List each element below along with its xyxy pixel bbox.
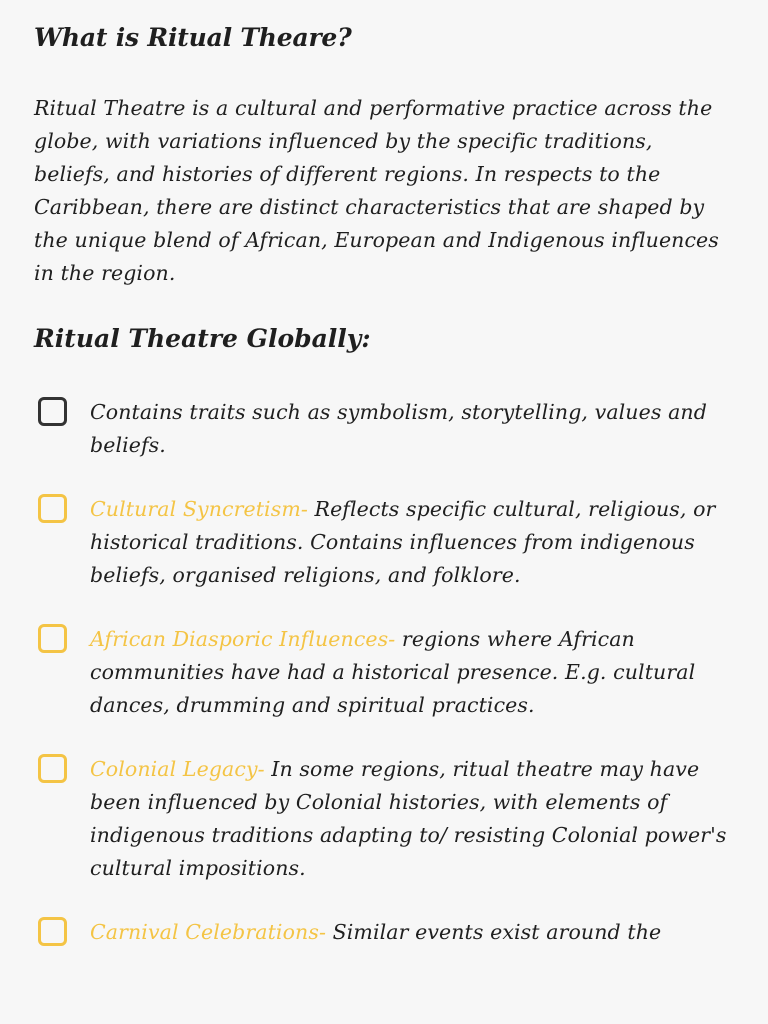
checklist-item-text[interactable] (90, 916, 734, 949)
checklist-description: Reflects specific cultural, religious, or historical traditions. Contains influences from indigenous beliefs, organised religions, and folklore. (90, 497, 716, 587)
checkbox-icon[interactable] (38, 494, 67, 523)
section-heading: Ritual Theatre Globally: (34, 324, 371, 353)
checklist-item-cultural-syncretism (34, 493, 734, 592)
checklist-item-text[interactable] (90, 623, 734, 722)
checklist-term: African Diasporic Influences- (90, 627, 402, 651)
checklist-description: regions where African communities have had a historical presence. E.g. cultural dances, drumming and spiritual practices. (90, 627, 696, 717)
page-title: What is Ritual Theare? (34, 23, 352, 52)
checklist (34, 396, 734, 949)
checklist-description: Contains traits such as symbolism, storytelling, values and beliefs. (90, 400, 707, 457)
intro-paragraph[interactable]: Ritual Theatre is a cultural and performative practice across the globe, with variations influenced by the specific traditions, beliefs, and histories of different regions. In respects to the Caribbean, there are distinct characteristics that are shaped by the unique blend of African, European and Indigenous influences in the region. (34, 96, 719, 285)
checklist-item-text[interactable] (90, 396, 734, 462)
checklist-item-carnival-celebrations (34, 916, 734, 949)
checklist-item-text[interactable] (90, 493, 734, 592)
checklist-item-african-diasporic-influences (34, 623, 734, 722)
checklist-item-text[interactable] (90, 753, 734, 885)
checkbox-icon[interactable] (38, 754, 67, 783)
checklist-term: Carnival Celebrations- (90, 920, 333, 944)
checklist-term: Colonial Legacy- (90, 757, 272, 781)
checkbox-icon[interactable] (38, 917, 67, 946)
checklist-item-traits (34, 396, 734, 462)
checklist-item-colonial-legacy (34, 753, 734, 885)
checklist-term: Cultural Syncretism- (90, 497, 315, 521)
checklist-description: Similar events exist around the (332, 920, 662, 944)
checklist-description: In some regions, ritual theatre may have been influenced by Colonial histories, with elements of indigenous traditions adapting to/ resisting Colonial power's cultural impositions. (90, 757, 727, 880)
checkbox-icon[interactable] (38, 624, 67, 653)
checkbox-icon[interactable] (38, 397, 67, 426)
